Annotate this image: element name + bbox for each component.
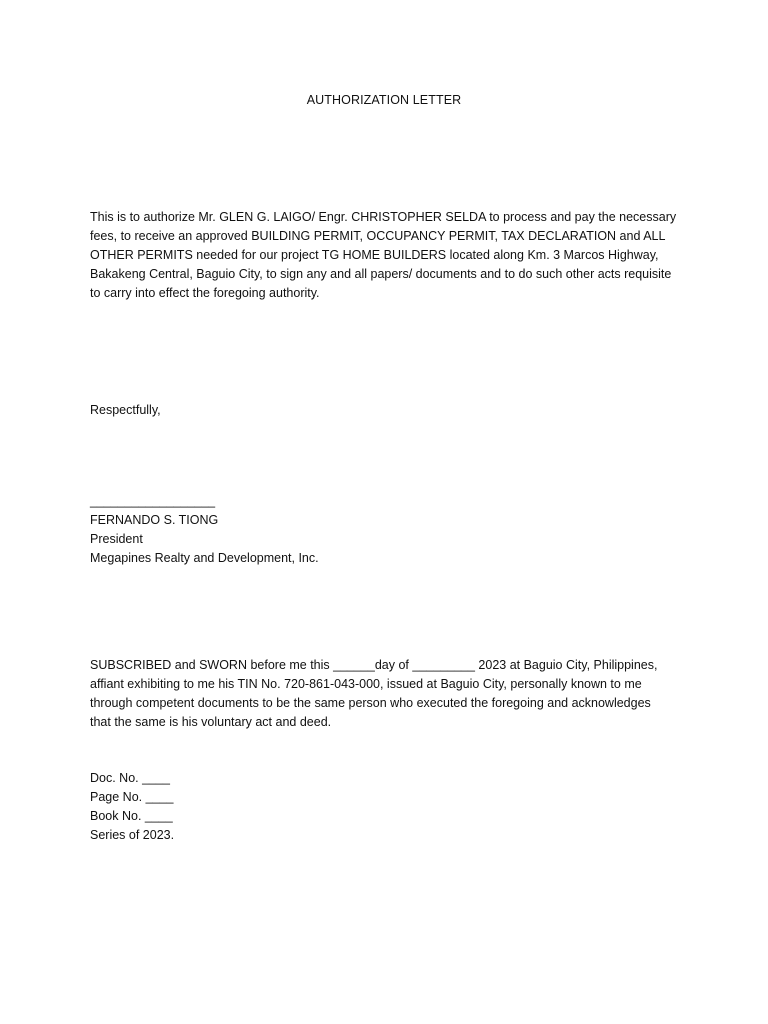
closing-salutation: Respectfully, [90,403,161,417]
paragraph-line: through competent documents to be the same person who executed the foregoing and acknowledges [90,696,651,710]
signatory-company: Megapines Realty and Development, Inc. [90,551,319,565]
paragraph-line: SUBSCRIBED and SWORN before me this ______day of _________ 2023 at Baguio City, Philippines, [90,658,658,672]
paragraph-line: This is to authorize Mr. GLEN G. LAIGO/ Engr. CHRISTOPHER SELDA to process and pay the necessary [90,210,677,224]
paragraph-line: to carry into effect the foregoing authority. [90,286,320,300]
paragraph-line: fees, to receive an approved BUILDING PERMIT, OCCUPANCY PERMIT, TAX DECLARATION and ALL [90,229,666,243]
authorization-paragraph [90,208,690,303]
notarial-register [90,769,690,845]
doc-number: Doc. No. ____ [90,771,170,785]
jurat-paragraph [90,656,690,732]
signatory-position: President [90,532,143,546]
paragraph-line: affiant exhibiting to me his TIN No. 720-861-043-000, issued at Baguio City, personally known to me [90,677,642,691]
paragraph-line: OTHER PERMITS needed for our project TG HOME BUILDERS located along Km. 3 Marcos Highway, [90,248,659,262]
page-number: Page No. ____ [90,790,174,804]
document-title: AUTHORIZATION LETTER [306,93,462,107]
paragraph-line: that the same is his voluntary act and deed. [90,715,332,729]
signature-line: __________________ [90,494,216,508]
book-number: Book No. ____ [90,809,173,823]
paragraph-line: Bakakeng Central, Baguio City, to sign any and all papers/ documents and to do such other acts requisite [90,267,672,281]
signatory-name: FERNANDO S. TIONG [90,513,219,527]
signature-block [90,492,690,568]
series-year: Series of 2023. [90,828,175,842]
